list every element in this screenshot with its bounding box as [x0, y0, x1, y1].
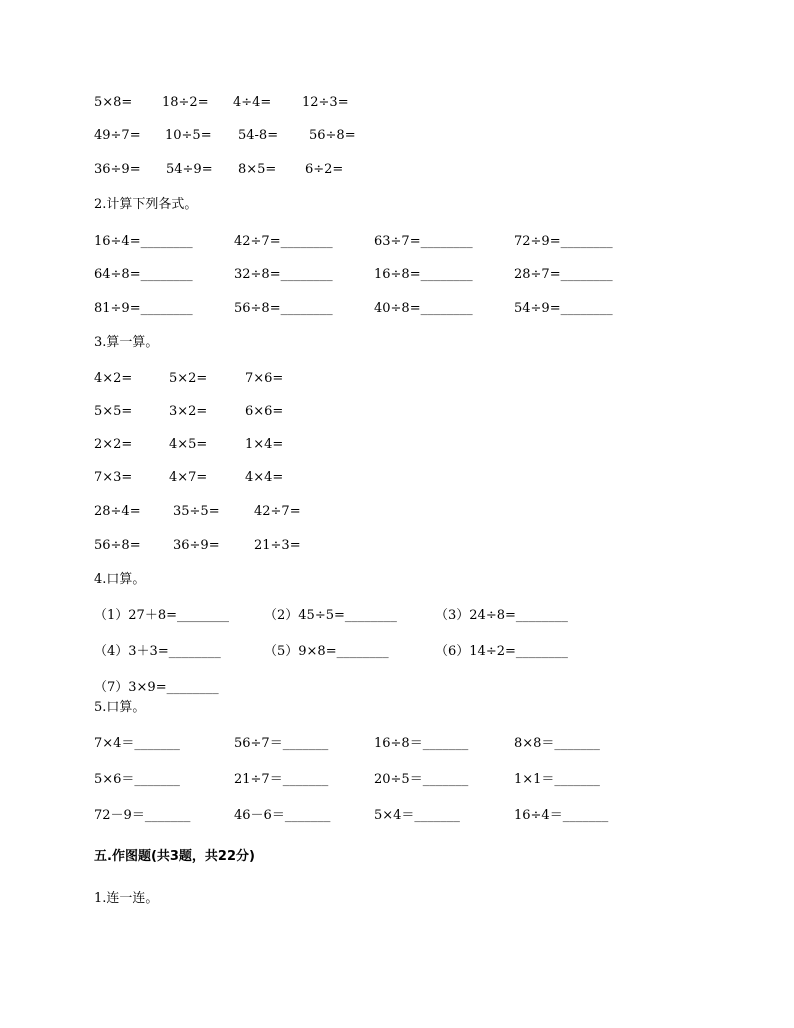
exercise-item: （4）3＋3=________	[94, 644, 221, 659]
exercise-item: 2×2=	[94, 437, 133, 452]
exercise-item: 36÷9=	[173, 538, 220, 553]
exercise-item: 16÷8=________	[374, 267, 473, 282]
section-heading: 五.作图题(共3题，共22分)	[94, 849, 255, 864]
exercise-item: 4÷4=	[233, 95, 272, 110]
exercise-item: 36÷9=	[94, 162, 141, 177]
exercise-item: 49÷7=	[94, 128, 141, 143]
exercise-item: 21÷3=	[254, 538, 301, 553]
exercise-item: 54÷9=________	[514, 301, 613, 316]
exercise-item: （7）3×9=________	[94, 680, 219, 695]
question-title: 1.连一连。	[94, 891, 159, 906]
exercise-item: （1）27＋8=________	[94, 608, 229, 623]
exercise-item: 21÷7＝_______	[234, 772, 329, 787]
exercise-item: 5×5=	[94, 404, 133, 419]
exercise-item: 16÷4＝_______	[514, 808, 609, 823]
exercise-item: 56÷7＝_______	[234, 736, 329, 751]
exercise-item: 56÷8=	[309, 128, 356, 143]
exercise-item: 16÷8＝_______	[374, 736, 469, 751]
exercise-item: 10÷5=	[165, 128, 212, 143]
exercise-item: （5）9×8=________	[264, 644, 389, 659]
exercise-item: 6÷2=	[305, 162, 344, 177]
exercise-item: （6）14÷2=________	[435, 644, 568, 659]
exercise-item: 5×6＝_______	[94, 772, 180, 787]
question-title: 3.算一算。	[94, 335, 159, 350]
exercise-item: 32÷8=________	[234, 267, 333, 282]
exercise-item: 12÷3=	[302, 95, 349, 110]
exercise-item: 46－6＝_______	[234, 808, 331, 823]
exercise-item: （3）24÷8=________	[435, 608, 568, 623]
exercise-item: 5×8=	[94, 95, 133, 110]
exercise-item: 54÷9=	[166, 162, 213, 177]
exercise-item: 54-8=	[238, 128, 279, 143]
exercise-item: 28÷7=________	[514, 267, 613, 282]
exercise-item: 16÷4=________	[94, 234, 193, 249]
exercise-item: 6×6=	[245, 404, 284, 419]
exercise-item: 72－9＝_______	[94, 808, 191, 823]
exercise-item: 7×6=	[245, 371, 284, 386]
exercise-item: （2）45÷5=________	[264, 608, 397, 623]
exercise-item: 8×8＝_______	[514, 736, 600, 751]
exercise-item: 64÷8=________	[94, 267, 193, 282]
exercise-item: 1×1＝_______	[514, 772, 600, 787]
question-title: 4.口算。	[94, 572, 146, 587]
exercise-item: 8×5=	[238, 162, 277, 177]
exercise-item: 7×4＝_______	[94, 736, 180, 751]
exercise-item: 4×4=	[245, 470, 284, 485]
exercise-item: 56÷8=________	[234, 301, 333, 316]
exercise-item: 5×2=	[169, 371, 208, 386]
exercise-item: 63÷7=________	[374, 234, 473, 249]
exercise-item: 4×5=	[169, 437, 208, 452]
exercise-item: 81÷9=________	[94, 301, 193, 316]
exercise-item: 18÷2=	[162, 95, 209, 110]
question-title: 2.计算下列各式。	[94, 197, 198, 212]
exercise-item: 42÷7=	[254, 504, 301, 519]
exercise-item: 1×4=	[245, 437, 284, 452]
exercise-item: 7×3=	[94, 470, 133, 485]
exercise-item: 40÷8=________	[374, 301, 473, 316]
exercise-item: 4×2=	[94, 371, 133, 386]
exercise-item: 4×7=	[169, 470, 208, 485]
exercise-item: 35÷5=	[173, 504, 220, 519]
exercise-item: 56÷8=	[94, 538, 141, 553]
exercise-item: 42÷7=________	[234, 234, 333, 249]
exercise-item: 3×2=	[169, 404, 208, 419]
exercise-item: 5×4＝_______	[374, 808, 460, 823]
question-title: 5.口算。	[94, 700, 146, 715]
exercise-item: 72÷9=________	[514, 234, 613, 249]
exercise-item: 20÷5＝_______	[374, 772, 469, 787]
exercise-item: 28÷4=	[94, 504, 141, 519]
